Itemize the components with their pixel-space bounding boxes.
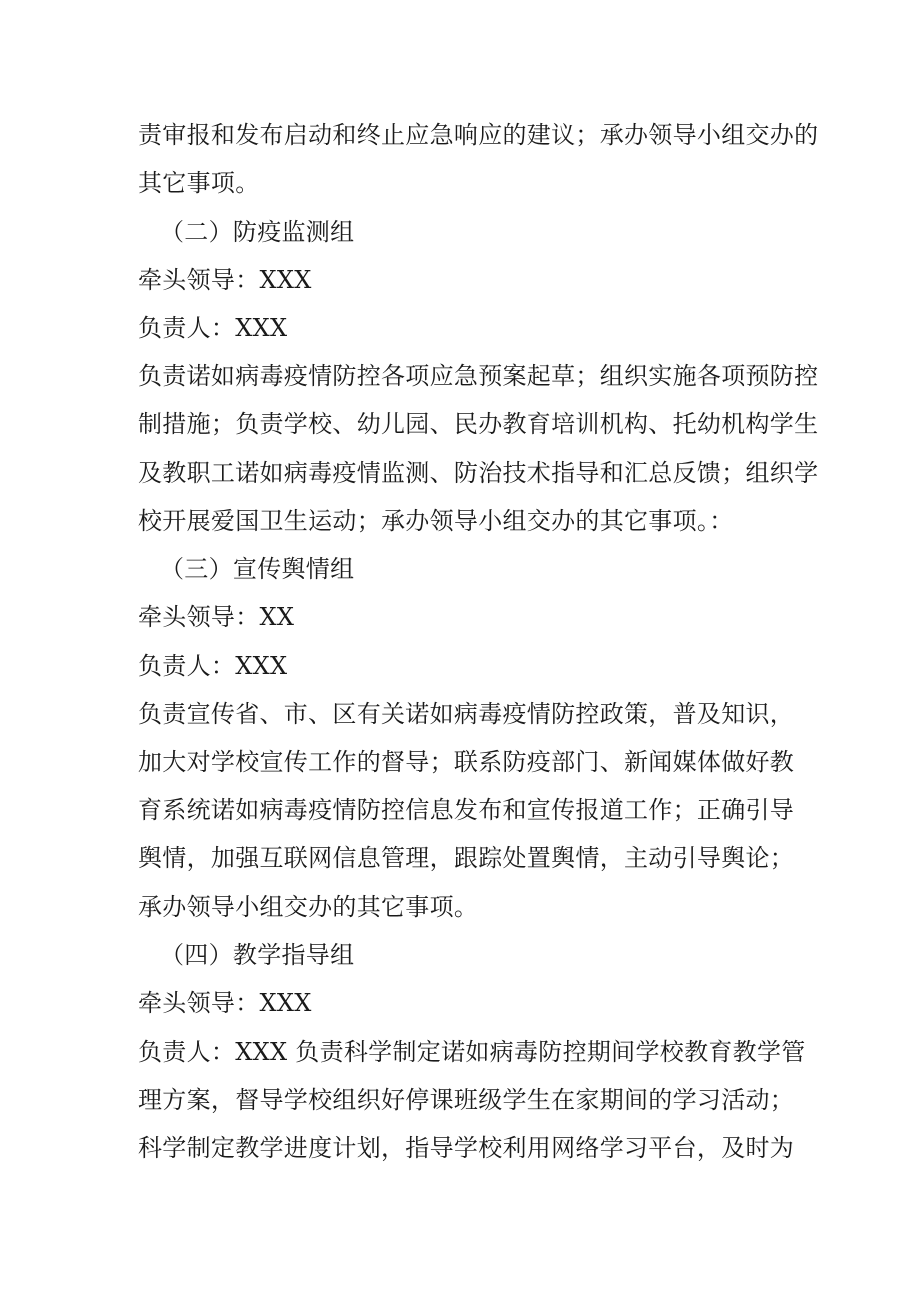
text-line: 负责诺如病毒疫情防控各项应急预案起草；组织实施各项预防控 [138,362,819,390]
lead-leader-line: 牵头领导：XX [138,603,295,631]
text-line: 校开展爱国卫生运动；承办领导小组交办的其它事项。： [138,507,734,535]
section-heading: （二）防疫监测组 [160,218,355,246]
person-in-charge-line: 负责人：XXX [138,652,288,680]
text-line: 舆情，加强互联网信息管理，跟踪处置舆情，主动引导舆论； [138,844,795,872]
section-heading: （三）宣传舆情组 [160,555,355,583]
text-line: 加大对学校宣传工作的督导；联系防疫部门、新闻媒体做好教 [138,748,795,776]
text-line: 科学制定教学进度计划，指导学校利用网络学习平台，及时为 [138,1134,795,1162]
text-line: 及教职工诺如病毒疫情监测、防治技术指导和汇总反馈；组织学 [138,459,819,487]
text-line: 负责宣传省、市、区有关诺如病毒疫情防控政策，普及知识， [138,700,795,728]
text-line: 其它事项。 [138,169,260,197]
person-in-charge-line: 负责人：XXX [138,314,288,342]
text-line: 承办领导小组交办的其它事项。 [138,893,479,921]
lead-leader-line: 牵头领导：XXX [138,989,312,1017]
text-line: 制措施；负责学校、幼儿园、民办教育培训机构、托幼机构学生 [138,410,819,438]
section-heading: （四）教学指导组 [160,941,355,969]
text-line: 责审报和发布启动和终止应急响应的建议；承办领导小组交办的 [138,121,819,149]
person-in-charge-line: 负责人：XXX 负责科学制定诺如病毒防控期间学校教育教学管 [138,1038,806,1066]
text-line: 理方案，督导学校组织好停课班级学生在家期间的学习活动； [138,1086,795,1114]
text-line: 育系统诺如病毒疫情防控信息发布和宣传报道工作；正确引导 [138,796,795,824]
lead-leader-line: 牵头领导：XXX [138,266,312,294]
